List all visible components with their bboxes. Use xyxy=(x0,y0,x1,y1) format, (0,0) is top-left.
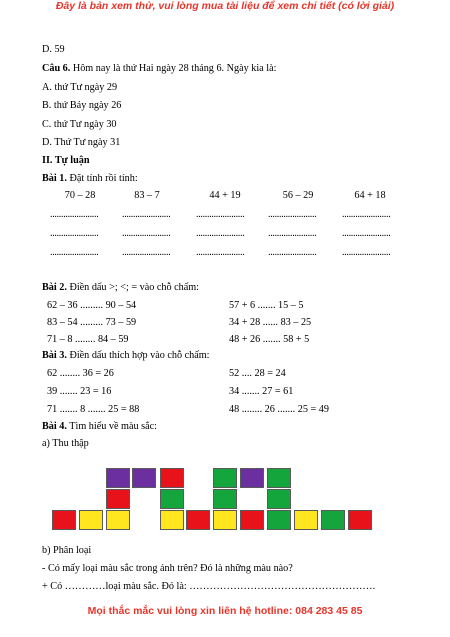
bai1-blank: ...................... xyxy=(342,247,391,258)
bai1-blank: ...................... xyxy=(268,228,317,239)
color-block xyxy=(213,489,237,509)
bai4-part-b: b) Phân loại xyxy=(42,545,92,556)
q6-label: Câu 6. xyxy=(42,63,71,74)
bai4-stem xyxy=(42,420,157,433)
bai1-blank: ...................... xyxy=(342,209,391,220)
bai1-blank: ...................... xyxy=(196,228,245,239)
bai1-blank: ...................... xyxy=(122,228,171,239)
bai1-problem-2: 83 – 7 xyxy=(134,190,160,201)
color-block xyxy=(348,510,372,530)
color-block xyxy=(160,468,184,488)
bai1-text: Đặt tính rồi tính: xyxy=(66,173,138,184)
color-block xyxy=(267,510,291,530)
bai2-item: 62 – 36 ......... 90 – 54 xyxy=(47,300,137,311)
bai2-item: 34 + 28 ...... 83 – 25 xyxy=(229,317,312,328)
bai1-blank: ...................... xyxy=(50,209,99,220)
color-block xyxy=(160,510,184,530)
bai3-text: Điền dấu thích hợp vào chỗ chấm: xyxy=(66,350,210,361)
bai3-item: 52 .... 28 = 24 xyxy=(229,368,286,379)
color-block xyxy=(213,468,237,488)
bai3-label: Bài 3. xyxy=(42,350,67,361)
bai1-blank: ...................... xyxy=(50,247,99,258)
bai3-stem xyxy=(42,349,210,362)
q6-option-a: A. thứ Tư ngày 29 xyxy=(42,82,118,93)
color-block xyxy=(240,510,264,530)
bai1-stem xyxy=(42,172,138,185)
color-block xyxy=(213,510,237,530)
color-block xyxy=(186,510,210,530)
color-block xyxy=(294,510,318,530)
color-block xyxy=(79,510,103,530)
color-block xyxy=(267,489,291,509)
color-block xyxy=(106,510,130,530)
q6-option-c: C. thứ Tư ngày 30 xyxy=(42,119,117,130)
q5-option-d: D. 59 xyxy=(42,44,65,55)
color-block xyxy=(132,468,156,488)
q6-option-b: B. thứ Bảy ngày 26 xyxy=(42,100,122,111)
bai4-text: Tìm hiểu về màu sắc: xyxy=(66,421,157,432)
bai1-blank: ...................... xyxy=(196,209,245,220)
color-block xyxy=(321,510,345,530)
bai1-blank: ...................... xyxy=(122,247,171,258)
bai1-label: Bài 1. xyxy=(42,173,67,184)
bai3-item: 62 ........ 36 = 26 xyxy=(47,368,114,379)
bai1-problem-3: 44 + 19 xyxy=(209,190,241,201)
bai2-stem xyxy=(42,281,199,294)
bai2-item: 57 + 6 ....... 15 – 5 xyxy=(229,300,304,311)
bai3-item: 71 ....... 8 ....... 25 = 88 xyxy=(47,404,140,415)
bai1-blank: ...................... xyxy=(268,247,317,258)
color-block xyxy=(267,468,291,488)
bai1-blank: ...................... xyxy=(342,228,391,239)
header-notice: Đây là bản xem thử, vui lòng mua tài liệu để xem chi tiết (có lời giải) xyxy=(55,0,395,12)
bai3-item: 34 ....... 27 = 61 xyxy=(229,386,294,397)
bai4-answer-line: + Có …………loại màu sắc. Đó là: ………………………………………………. xyxy=(42,581,376,592)
bai2-item: 48 + 26 ....... 58 + 5 xyxy=(229,334,310,345)
bai2-label: Bài 2. xyxy=(42,282,67,293)
q6-option-d: D. Thứ Tư ngày 31 xyxy=(42,137,121,148)
bai4-part-a: a) Thu thập xyxy=(42,438,89,449)
color-block xyxy=(106,468,130,488)
bai1-problem-5: 64 + 18 xyxy=(354,190,386,201)
color-block xyxy=(240,468,264,488)
bai2-text: Điền dấu >; <; = vào chỗ chấm: xyxy=(66,282,200,293)
bai1-problem-1: 70 – 28 xyxy=(64,190,96,201)
q6-text: Hôm nay là thứ Hai ngày 28 tháng 6. Ngày kia là: xyxy=(70,63,277,74)
bai1-blank: ...................... xyxy=(50,228,99,239)
color-block xyxy=(52,510,76,530)
bai1-blank: ...................... xyxy=(268,209,317,220)
bai2-item: 83 – 54 ......... 73 – 59 xyxy=(47,317,137,328)
bai4-label: Bài 4. xyxy=(42,421,67,432)
color-block xyxy=(160,489,184,509)
bai4-question: - Có mấy loại màu sắc trong ảnh trên? Đó là những màu nào? xyxy=(42,563,293,574)
bai1-blank: ...................... xyxy=(122,209,171,220)
bai3-item: 48 ........ 26 ....... 25 = 49 xyxy=(229,404,329,415)
section-2-title: II. Tự luận xyxy=(42,155,90,166)
bai3-item: 39 ....... 23 = 16 xyxy=(47,386,112,397)
bai1-blank: ...................... xyxy=(196,247,245,258)
footer-notice: Mọi thắc mắc vui lòng xin liên hệ hotline: 084 283 45 85 xyxy=(87,605,363,617)
color-block xyxy=(106,489,130,509)
bai2-item: 71 – 8 ........ 84 – 59 xyxy=(47,334,129,345)
q6-stem xyxy=(42,62,276,75)
bai1-problem-4: 56 – 29 xyxy=(282,190,314,201)
